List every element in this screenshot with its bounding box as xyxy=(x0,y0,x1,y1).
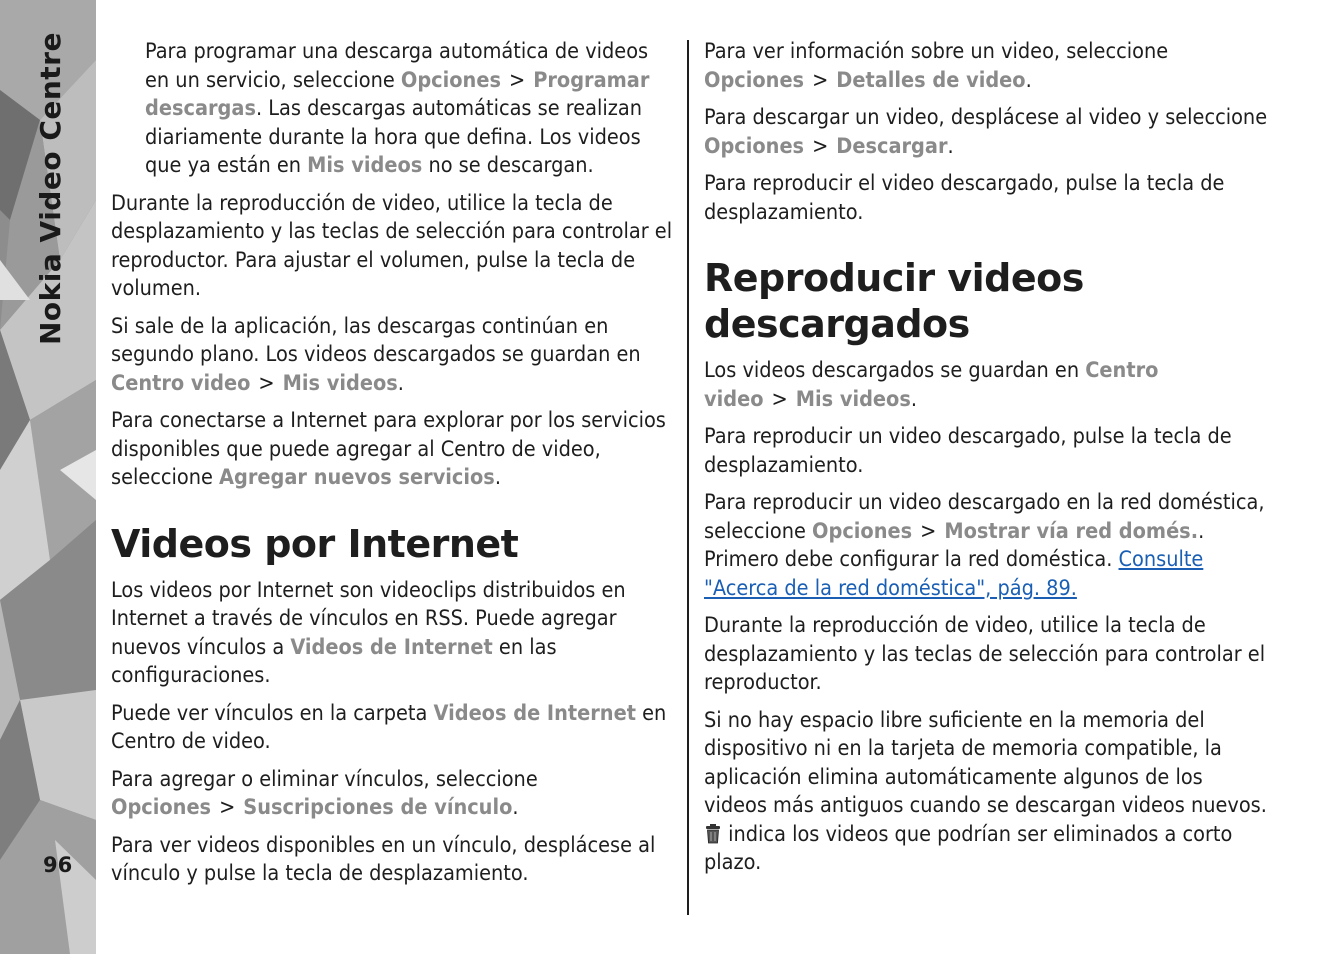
cross-reference-link[interactable]: Consulte "Acerca de la red doméstica", pág. 89. xyxy=(704,547,1204,601)
right-column xyxy=(704,38,1270,887)
paragraph: Puede ver vínculos en la carpeta Videos de Internet en Centro de video. xyxy=(111,700,667,754)
page-number: 96 xyxy=(43,853,73,877)
menu-path-item: Suscripciones de vínculo xyxy=(243,795,513,820)
paragraph: Para conectarse a Internet para explorar por los servicios disponibles que puede agregar al Centro de video, seleccione Agregar nuevos servicios. xyxy=(111,408,666,490)
section-heading: Reproducir videos descargados xyxy=(704,256,1084,346)
paragraph: Para programar una descarga automática de videos en un servicio, seleccione Opciones > Programar descargas. Las descargas automáticas se realizan diariamente durante la hora que defina. Los videos que ya están en Mis videos no se descargan. xyxy=(145,39,650,178)
paragraph: Durante la reproducción de video, utilice la tecla de desplazamiento y las teclas de selección para controlar el reproductor. Para ajustar el volumen, pulse la tecla de volumen. xyxy=(111,190,673,301)
left-column xyxy=(111,38,676,898)
menu-path-item: Opciones xyxy=(704,133,805,159)
menu-path-item: Detalles de video xyxy=(836,67,1026,93)
paragraph: Para ver información sobre un video, seleccione Opciones > Detalles de video. xyxy=(704,39,1169,93)
trash-icon xyxy=(706,824,720,844)
section-heading: Videos por Internet xyxy=(111,521,519,566)
menu-path-item: Videos de Internet xyxy=(433,700,636,726)
menu-path-item: Videos de Internet xyxy=(290,634,493,660)
paragraph: Para agregar o eliminar vínculos, seleccione Opciones > Suscripciones de vínculo. xyxy=(111,766,538,820)
menu-path-item: Centro video xyxy=(704,358,1159,412)
column-divider xyxy=(687,40,689,915)
paragraph: Si no hay espacio libre suficiente en la memoria del dispositivo ni en la tarjeta de memoria compatible, la aplicación elimina automáticamente algunos de los videos más antiguos cuando se descargan videos nuevos. indica los videos que podrían ser eliminados a corto plazo. xyxy=(704,707,1267,875)
paragraph: Para reproducir el video descargado, pulse la tecla de desplazamiento. xyxy=(704,171,1225,225)
paragraph: Los videos descargados se guardan en Centro video > Mis videos. xyxy=(704,358,1159,412)
menu-path-item: Opciones xyxy=(812,518,913,544)
menu-path-item: Mis videos xyxy=(307,153,423,178)
menu-path-item: Opciones xyxy=(111,795,212,820)
paragraph: Durante la reproducción de video, utilice la tecla de desplazamiento y las teclas de selección para controlar el reproductor. xyxy=(704,613,1266,695)
menu-path-item: Opciones xyxy=(704,67,805,93)
sidebar xyxy=(0,0,96,954)
menu-path-item: Mostrar vía red domés. xyxy=(944,518,1199,544)
paragraph: Si sale de la aplicación, las descargas continúan en segundo plano. Los videos descargados se guardan en Centro video > Mis videos. xyxy=(111,313,641,396)
menu-path-item: Mis videos xyxy=(795,386,911,412)
menu-path-item: Agregar nuevos servicios xyxy=(219,465,495,490)
paragraph: Para reproducir un video descargado en la red doméstica, seleccione Opciones > Mostrar vía red domés.. Primero debe configurar la red doméstica. Consulte "Acerca de la red doméstica", pág. 89. xyxy=(704,490,1265,601)
paragraph: Los videos por Internet son videoclips distribuidos en Internet a través de vínculos en RSS. Puede agregar nuevos vínculos a Videos de Internet en las configuraciones. xyxy=(111,577,626,688)
paragraph: Para reproducir un video descargado, pulse la tecla de desplazamiento. xyxy=(704,424,1232,478)
section-title: Nokia Video Centre xyxy=(34,32,67,345)
menu-path-item: Mis videos xyxy=(282,370,398,396)
paragraph: Para descargar un video, desplácese al video y seleccione Opciones > Descargar. xyxy=(704,105,1268,159)
paragraph: Para ver videos disponibles en un vínculo, desplácese al vínculo y pulse la tecla de desplazamiento. xyxy=(111,832,656,886)
menu-path-item: Opciones xyxy=(400,67,501,93)
menu-path-item: Descargar xyxy=(836,133,948,159)
menu-path-item: Centro video xyxy=(111,370,251,396)
menu-path-item: Programar descargas xyxy=(145,67,650,121)
